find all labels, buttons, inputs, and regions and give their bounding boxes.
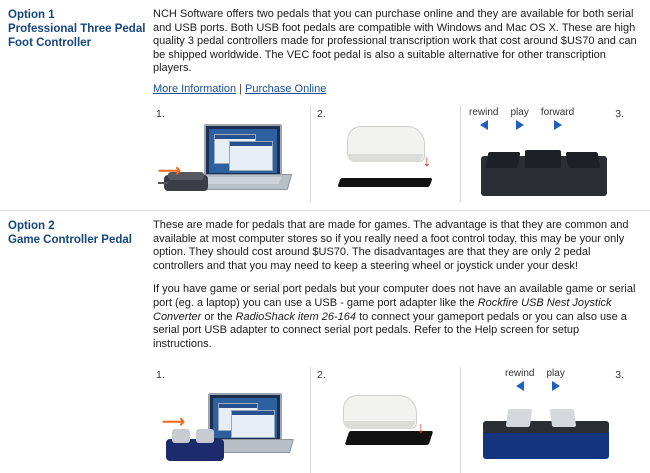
rewind-label-group: [505, 368, 534, 391]
figure-number: 1.: [156, 107, 165, 120]
transport-labels-option1: [469, 107, 574, 130]
forward-label: forward: [540, 106, 575, 118]
p2-part1: If you have game or serial port pedals but your computer does not have an available game or serial port (eg. a laptop) you can use a USB - game port adapter like the: [153, 283, 636, 309]
play-icon: [552, 381, 560, 391]
red-arrow-icon: ↓: [417, 420, 425, 438]
option-2-kicker: Option 2: [8, 219, 55, 232]
rewind-label: rewind: [469, 106, 499, 118]
option-1-kicker: Option 1: [8, 9, 55, 21]
figure-number: 2.: [317, 107, 326, 120]
option-1-title: Professional Three Pedal Foot Controller: [8, 23, 146, 49]
more-information-link[interactable]: More Information: [153, 82, 237, 95]
option-2-figure-3: [460, 367, 628, 473]
option-1-block: [0, 0, 650, 96]
option-2-paragraph-2: [153, 283, 640, 351]
option-1-figures: [0, 102, 650, 202]
link-separator: |: [239, 82, 243, 95]
shoe-above-game-pedal-image: [317, 381, 456, 473]
option-2-figures: [0, 363, 650, 473]
forward-icon: [554, 120, 562, 130]
option-1-links: [153, 82, 640, 96]
option-1-figure-3: [460, 106, 628, 202]
p2-emphasis-2: RadioShack item 26-164: [235, 310, 357, 323]
forward-label-group: [541, 107, 574, 130]
rewind-label-group: [469, 107, 498, 130]
figure-number: 2.: [317, 369, 326, 382]
purchase-online-link[interactable]: Purchase Online: [245, 82, 327, 95]
p2-part2: or the: [201, 310, 236, 323]
rewind-icon: [516, 381, 524, 391]
play-label: play: [546, 368, 565, 380]
option-2-figure-2: [310, 367, 460, 473]
laptop-with-usb-foot-pedal-image: [156, 120, 306, 200]
game-joystick-pedals-image: [156, 381, 306, 473]
figure-number: 3.: [615, 369, 624, 382]
play-label-group: [510, 107, 528, 130]
option-1-paragraph: NCH Software offers two pedals that you can purchase online and they are available for both serial and USB ports. Both USB foot pedals are compatible with Windows and Mac OS X. These are high quality 3 pedal controllers made for professional transcription work that cost around $US70 and can be shipped worldwide. The VEC foot pedal is also a suitable alternative for other transcription players.: [153, 8, 637, 75]
p2-part3: to connect your gameport pedals or you can also use a serial port USB adapter to connect serial port pedals. Refer to the Help screen for setup instructions.: [153, 310, 627, 350]
two-pedal-blue-controller-image: [467, 403, 624, 465]
option-2-block: [0, 211, 650, 361]
option-2-figure-1: [150, 367, 310, 473]
orange-arrow-icon: ⟶: [158, 162, 181, 180]
option-2-heading: [0, 211, 148, 247]
option-1-figure-2: [310, 106, 460, 202]
red-arrow-icon: ↓: [423, 152, 431, 170]
option-2-title: Game Controller Pedal: [8, 233, 132, 246]
option-2-paragraph-1: These are made for pedals that are made for games. The advantage is that they are common and available at most computer stores so if you really need a foot control today, this may be your only option. They should cost around $US70. The disadvantages are that they are only 2 pedal controllers and that you may need to keep a steering wheel or joystick under your desk!: [153, 218, 629, 272]
rewind-label: rewind: [505, 368, 535, 380]
rewind-icon: [480, 120, 488, 130]
play-label-group: [546, 368, 564, 391]
figure-number: 3.: [615, 107, 624, 120]
option-1-heading: [0, 0, 148, 50]
option-1-figure-1: [150, 106, 310, 202]
play-icon: [516, 120, 524, 130]
figure-number: 1.: [156, 369, 165, 382]
transport-labels-option2: [505, 368, 565, 391]
orange-arrow-icon: ⟶: [162, 414, 185, 432]
three-pedal-controller-image: [467, 142, 624, 200]
shoe-above-black-bar-image: [317, 120, 456, 200]
option-1-body: [148, 0, 650, 96]
option-2-body: [148, 211, 650, 361]
play-label: play: [510, 106, 529, 118]
p2-emphasis-1: Rockfire USB Nest Joystick Converter: [153, 296, 612, 323]
